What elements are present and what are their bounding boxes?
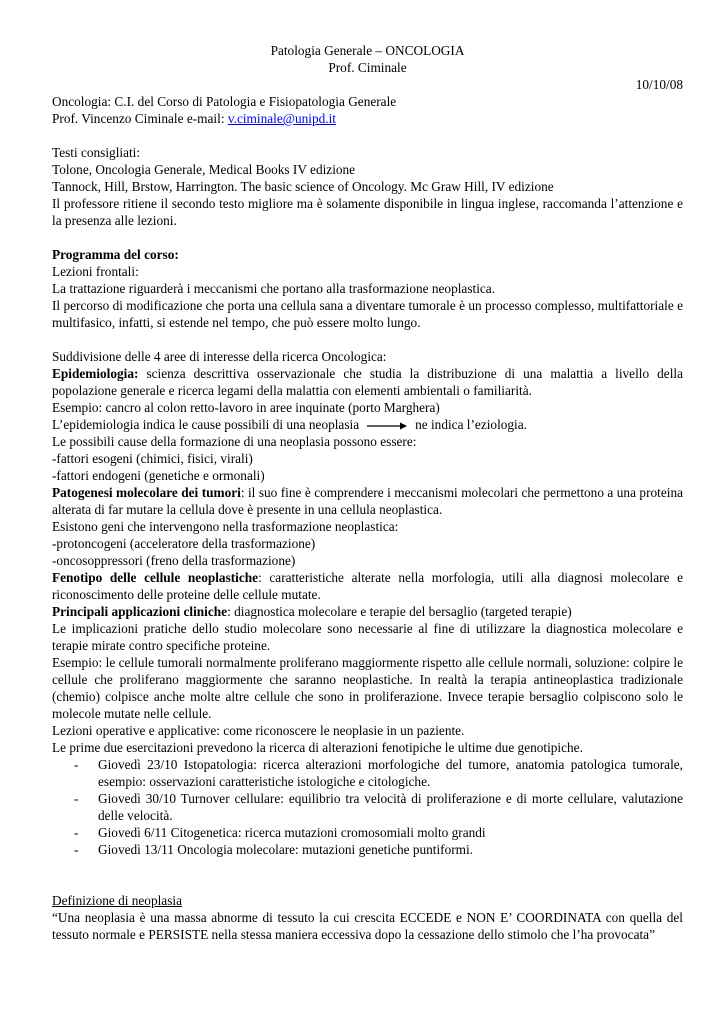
applicazioni-paragraph xyxy=(52,603,683,620)
patogenesi-text: : il suo fine è comprendere i meccanismi molecolari che permettono a una proteina alterata di far mutare la cellula dove è presente in una cellula neoplastica. xyxy=(52,485,683,517)
texts-note: Il professore ritiene il secondo testo migliore ma è solamente disponibile in lingua inglese, raccomanda l’attenzione e la presenza alle lezioni. xyxy=(52,196,683,228)
epidemiologia-label: Epidemiologia: xyxy=(52,366,139,381)
contact-line xyxy=(52,110,683,127)
lezioni-operative: Lezioni operative e applicative: come riconoscere le neoplasie in un paziente. xyxy=(52,723,465,738)
programma-p2: Il percorso di modificazione che porta una cellula sana a diventare tumorale è un processo complesso, multifattoriale e multifasico, infatti, si estende nel tempo, che può essere molto lungo. xyxy=(52,298,683,330)
cause-item-2: -fattori endogeni (genetiche e ormonali) xyxy=(52,468,265,483)
aree-intro: Suddivisione delle 4 aree di interesse della ricerca Oncologica: xyxy=(52,349,387,364)
geni-item-2: -oncosoppressori (freno della trasformazione) xyxy=(52,553,296,568)
implicazioni-paragraph: Le implicazioni pratiche dello studio molecolare sono necessarie al fine di utilizzare la diagnostica molecolare e terapie mirate contro specifiche proteine. xyxy=(52,621,683,653)
document-date: 10/10/08 xyxy=(635,77,683,92)
book-1: Tolone, Oncologia Generale, Medical Books IV edizione xyxy=(52,162,356,177)
professor-line: Prof. Ciminale xyxy=(328,60,407,75)
epidemiologia-text: scienza descrittiva osservazionale che studia la distribuzione di una malattia a livello della popolazione generale e ricerca legami della malattia con elementi ambientali o familiarità. xyxy=(52,366,683,398)
patogenesi-paragraph xyxy=(52,484,683,518)
schedule-list xyxy=(52,756,683,858)
esempio-1: Esempio: cancro al colon retto-lavoro in aree inquinate (porto Marghera) xyxy=(52,400,440,415)
epidemiologia-paragraph xyxy=(52,365,683,399)
definizione-heading xyxy=(52,892,683,909)
esempio-2: Esempio: le cellule tumorali normalmente proliferano maggiormente rispetto alle cellule normali, soluzione: colpire le cellule che proliferano maggiormente che saranno neoplastiche. In realtà la terapia antineoplastica tradizionale (chemio) colpisce anche molte altre cellule che sono in proliferazione. Invece terapie bersaglio colpiscono solo le molecole mutate nelle cellule. xyxy=(52,655,683,721)
right-arrow-icon xyxy=(367,421,407,431)
fenotipo-text: : caratteristiche alterate nella morfologia, utili alla diagnosi molecolare e riconoscimento delle proteine delle cellule mutate. xyxy=(52,570,684,602)
applicazioni-label: Principali applicazioni cliniche xyxy=(52,604,228,619)
book-2: Tannock, Hill, Brstow, Harrington. The basic science of Oncology. Mc Graw Hill, IV edizione xyxy=(52,179,554,194)
esercitazioni: Le prime due esercitazioni prevedono la ricerca di alterazioni fenotipiche le ultime due genotipiche. xyxy=(52,740,583,755)
contact-prefix: Prof. Vincenzo Ciminale e-mail: xyxy=(52,111,228,126)
programma-p1: La trattazione riguarderà i meccanismi che portano alla trasformazione neoplastica. xyxy=(52,281,496,296)
programma-heading-text: Programma del corso: xyxy=(52,247,179,262)
list-item: - Giovedì 6/11 Citogenetica: ricerca mutazioni cromosomiali molto grandi xyxy=(52,824,683,841)
list-item: - Giovedì 23/10 Istopatologia: ricerca alterazioni morfologiche del tumore, anatomia patologica tumorale, esempio: osservazioni caratteristiche istologiche e citologiche. xyxy=(52,756,683,790)
list-item: - Giovedì 30/10 Turnover cellulare: equilibrio tra velocità di proliferazione e di morte cellulare, valutazione delle velocità. xyxy=(52,790,683,824)
list-item: - Giovedì 13/11 Oncologia molecolare: mutazioni genetiche puntiformi. xyxy=(52,841,683,858)
cause-intro: Le possibili cause della formazione di una neoplasia possono essere: xyxy=(52,434,417,449)
cause-item-1: -fattori esogeni (chimici, fisici, virali) xyxy=(52,451,253,466)
definizione-quote: “Una neoplasia è una massa abnorme di tessuto la cui crescita ECCEDE e NON E’ COORDINATA con quella del tessuto normale e PERSISTE nella stessa maniera eccessiva dopo la cessazione dello stimolo che l’ha provocata” xyxy=(52,910,683,942)
epi-cause-a: L’epidemiologia indica le cause possibili di una neoplasia xyxy=(52,417,360,432)
texts-heading: Testi consigliati: xyxy=(52,145,141,160)
document-title: Patologia Generale – ONCOLOGIA xyxy=(270,43,465,58)
patogenesi-label: Patogenesi molecolare dei tumori xyxy=(52,485,241,500)
epidemiologia-cause-line xyxy=(52,416,683,433)
fenotipo-label: Fenotipo delle cellule neoplastiche xyxy=(52,570,259,585)
lezioni-frontali: Lezioni frontali: xyxy=(52,264,139,279)
email-link[interactable]: v.ciminale@unipd.it xyxy=(227,111,336,126)
applicazioni-text: : diagnostica molecolare e terapie del bersaglio (targeted terapie) xyxy=(227,604,572,619)
epi-cause-b: ne indica l’eziologia. xyxy=(415,417,527,432)
course-line: Oncologia: C.I. del Corso di Patologia e Fisiopatologia Generale xyxy=(52,94,397,109)
geni-intro: Esistono geni che intervengono nella trasformazione neoplastica: xyxy=(52,519,399,534)
definizione-heading-text: Definizione di neoplasia xyxy=(52,893,182,908)
geni-item-1: -protoncogeni (acceleratore della trasformazione) xyxy=(52,536,316,551)
fenotipo-paragraph xyxy=(52,569,683,603)
programma-heading xyxy=(52,246,683,263)
